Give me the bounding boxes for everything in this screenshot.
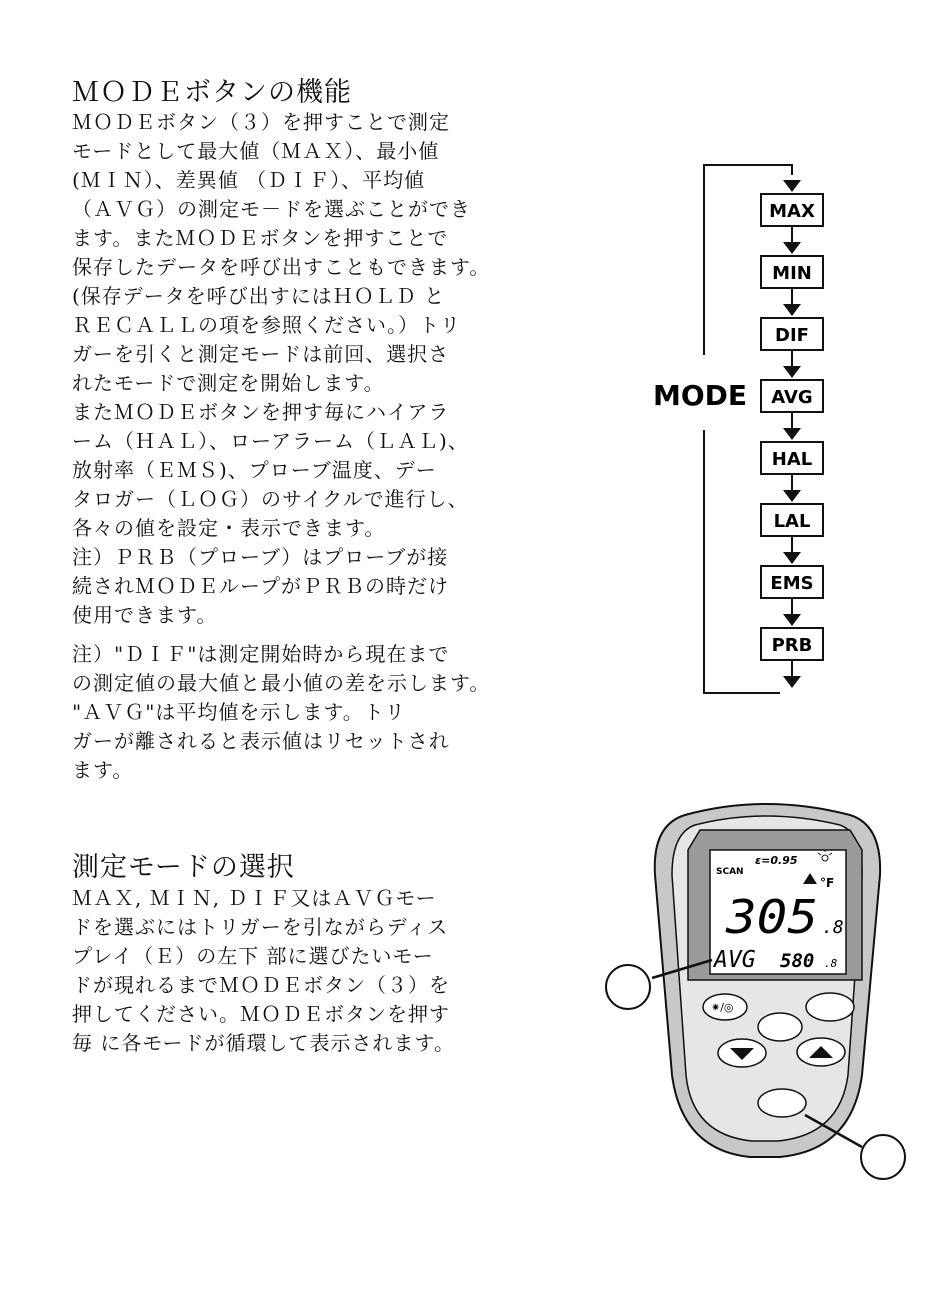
mode-flow-diagram	[650, 160, 850, 705]
body-text-line: れたモードで測定を開始します。	[72, 371, 385, 395]
flow-arrow-icon	[783, 180, 801, 192]
body-text-line: 使用できます。	[72, 603, 218, 627]
note-text-line: 注）"ＤＩＦ"は測定開始時から現在まで	[72, 642, 450, 666]
body-text-line: モードとして最大値（ＭＡＸ）、最小値	[72, 139, 440, 163]
mode-box-label: MIN	[772, 263, 812, 284]
mode-box-label: MAX	[769, 201, 815, 222]
body-text-line: 押してください。ＭＯＤＥボタンを押す	[72, 1002, 450, 1026]
center-button[interactable]	[758, 1013, 802, 1041]
body-text-line: ＲＥＣＡＬＬの項を参照ください。）トリ	[72, 313, 461, 337]
section1-title: ＭＯＤＥボタンの機能	[72, 77, 352, 108]
mode-box-label: AVG	[771, 387, 813, 408]
body-text-line: 続されＭＯＤＥループがＰＲＢの時だけ	[72, 574, 449, 598]
top-right-button[interactable]	[806, 993, 854, 1021]
mode-box-label: EMS	[770, 573, 814, 594]
lcd-mode-label: AVG	[714, 947, 756, 973]
body-text-line: 保存したデータを呼び出すこともできます。	[72, 255, 491, 279]
body-text-line: 毎 に各モードが循環して表示されます。	[72, 1031, 455, 1055]
mode-button[interactable]	[758, 1089, 806, 1117]
mode-box-label: LAL	[773, 511, 811, 532]
body-text-line: プレイ（Ｅ）の左下 部に選びたいモー	[72, 944, 434, 968]
lcd-scan-text: SCAN	[716, 867, 744, 877]
body-text-line: (保存データを呼び出すにはＨＯＬＤ と	[72, 284, 446, 308]
lcd-sub-value: 580	[780, 950, 815, 972]
note-text-line: ガーが離されると表示値はリセットされ	[72, 729, 450, 753]
body-text-line: ＭＯＤＥボタン（３）を押すことで測定	[72, 110, 450, 134]
mode-box-label: HAL	[771, 449, 813, 470]
lcd-unit-text: °F	[820, 876, 835, 890]
section1-note	[72, 640, 490, 785]
body-text-line: ドが現れるまでＭＯＤＥボタン（３）を	[72, 973, 450, 997]
lcd-main-value: 305	[724, 890, 818, 944]
body-text-line: (ＭＩＮ）、差異値 （ＤＩＦ）、平均値	[72, 168, 426, 192]
mode-box-label: PRB	[771, 635, 813, 656]
callout-circle-display	[606, 965, 650, 1009]
lcd-main-decimal: .8	[822, 917, 844, 938]
section2-body	[72, 884, 455, 1058]
body-text-line: 放射率（ＥＭＳ)、プローブ温度、デー	[72, 458, 437, 482]
body-text-line: （ＡＶＧ）の測定モ－ドを選ぶことができ	[72, 197, 471, 221]
section1-body	[72, 108, 490, 630]
body-text-line: ＭＡＸ, ＭＩＮ, ＤＩＦ又はＡＶＧモー	[72, 886, 437, 910]
body-text-line: ーム（ＨＡＬ）、ローアラーム（ＬＡＬ)、	[72, 429, 469, 453]
body-text-line: ドを選ぶにはトリガーを引ながらディス	[72, 915, 449, 939]
body-text-line: 注）ＰＲＢ（プローブ）はプローブが接	[72, 545, 449, 569]
mode-label: MODE	[652, 379, 748, 412]
thermometer-device	[600, 795, 930, 1195]
section2-title: 測定モードの選択	[72, 852, 295, 883]
mode-box-label: DIF	[775, 325, 809, 346]
backlight-laser-icon: ✷/◎	[711, 1001, 734, 1014]
flow-arrow-icon	[783, 676, 801, 688]
body-text-line: ます。またＭＯＤＥボタンを押すことで	[72, 226, 449, 250]
body-text-line: ガーを引くと測定モードは前回、選択さ	[72, 342, 450, 366]
note-text-line: の測定値の最大値と最小値の差を示します。	[72, 671, 491, 695]
note-text-line: ます。	[72, 758, 134, 782]
lcd-emissivity-text: ε=0.95	[755, 854, 798, 867]
body-text-line: またＭＯＤＥボタンを押す毎にハイアラ	[72, 400, 450, 424]
body-text-line: 各々の値を設定・表示できます。	[72, 516, 386, 540]
lcd-sub-decimal: .8	[824, 957, 838, 970]
note-text-line: "ＡＶＧ"は平均値を示します。トリ	[72, 700, 406, 724]
callout-circle-mode	[861, 1135, 905, 1179]
body-text-line: タロガー（ＬＯＧ）のサイクルで進行し、	[72, 487, 469, 511]
